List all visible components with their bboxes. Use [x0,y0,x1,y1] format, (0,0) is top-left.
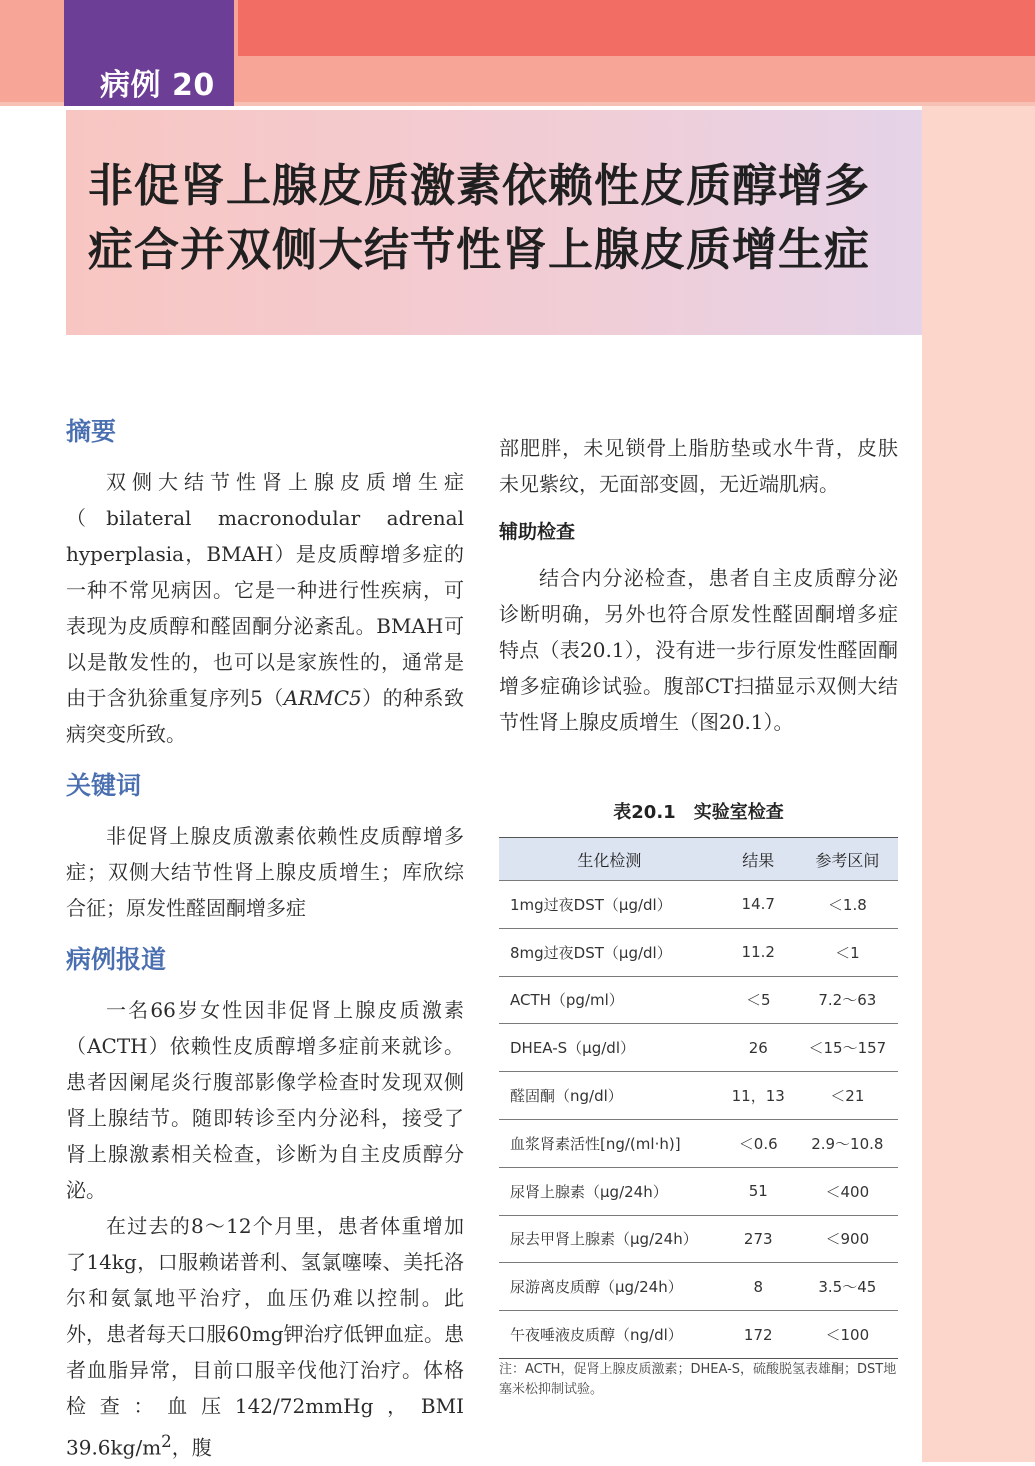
table-title: 表20.1 实验室检查 [613,802,784,823]
reference-range: ＜1.8 [797,881,898,929]
test-result: 14.7 [720,881,797,929]
table-row [499,881,898,929]
test-result: 26 [720,1024,797,1072]
table-footnote: 注：ACTH，促肾上腺皮质激素；DHEA-S，硫酸脱氢表雄酮；DST地塞米松抑制试验。 [499,1362,897,1397]
lab-results-table [499,837,898,1359]
abstract-paragraph [66,464,464,752]
test-result: 11.2 [720,928,797,976]
reference-range: ＜21 [797,1072,898,1120]
reference-range: ＜100 [797,1311,898,1359]
keywords-heading: 关键词 [66,771,142,800]
title-block [66,110,922,335]
case-report-continuation: 部肥胖，未见锁骨上脂肪垫或水牛背，皮肤未见紫纹，无面部变圆，无近端肌病。 [499,436,898,496]
abstract-heading: 摘要 [66,417,117,446]
page-side-strip [922,106,1035,1462]
test-name: DHEA-S（μg/dl） [499,1024,720,1072]
test-result: ＜0.6 [720,1119,797,1167]
table-row [499,1215,898,1263]
abstract-text-end: ）的种系致病突变所致。 [66,686,464,746]
test-name: 尿游离皮质醇（μg/24h） [499,1263,720,1311]
case-report-text: 在过去的8～12个月里，患者体重增加了14kg，口服赖诺普利、氢氯噻嗪、美托洛尔和氨氯地平治疗，血压仍难以控制。此外，患者每天口服60mg钾治疗低钾血症。患者血脂异常，目前口服辛伐他汀治疗。体格检查：血压142/72mmHg，BMI 39.6kg/m [66,1214,464,1460]
test-result: ＜5 [720,976,797,1024]
page-title [88,154,898,282]
test-result: 8 [720,1263,797,1311]
table-row [499,928,898,976]
header-band-accent [238,0,1035,56]
column-header: 生化检测 [499,838,720,881]
case-report-paragraph-1: 一名66岁女性因非促肾上腺皮质激素（ACTH）依赖性皮质醇增多症前来就诊。患者因阑尾炎行腹部影像学检查时发现双侧肾上腺结节。随即转诊至内分泌科，接受了肾上腺激素相关检查，诊断为自主皮质醇分泌。 [66,998,464,1202]
test-name: 午夜唾液皮质醇（ng/dl） [499,1311,720,1359]
superscript: 2 [161,1432,172,1451]
test-result: 51 [720,1167,797,1215]
test-result: 172 [720,1311,797,1359]
case-report-paragraph-2 [66,1208,464,1466]
table-row [499,1024,898,1072]
column-header: 参考区间 [797,838,898,881]
reference-range: ＜15～157 [797,1024,898,1072]
aux-exam-heading: 辅助检查 [499,521,576,543]
reference-range: 3.5～45 [797,1263,898,1311]
test-name: ACTH（pg/ml） [499,976,720,1024]
test-result: 11，13 [720,1072,797,1120]
test-name: 8mg过夜DST（μg/dl） [499,928,720,976]
reference-range: 7.2～63 [797,976,898,1024]
right-column [499,430,898,740]
test-name: 血浆肾素活性[ng/(ml·h)] [499,1119,720,1167]
abstract-text: 双侧大结节性肾上腺皮质增生症（bilateral macronodular adrenal hyperplasia，BMAH）是皮质醇增多症的一种不常见病因。它是一种进行性疾病，可表现为皮质醇和醛固酮分泌紊乱。BMAH可以是散发性的，也可以是家族性的，通常是由于含犰狳重复序列5（ [66,470,464,710]
table-row [499,1167,898,1215]
reference-range: ＜1 [797,928,898,976]
left-column [66,412,464,1466]
title-line-2: 症合并双侧大结节性肾上腺皮质增生症 [88,223,871,276]
test-name: 尿去甲肾上腺素（μg/24h） [499,1215,720,1263]
keywords-paragraph: 非促肾上腺皮质激素依赖性皮质醇增多症；双侧大结节性肾上腺皮质增生；库欣综合征；原发性醛固酮增多症 [66,824,464,920]
table-row [499,976,898,1024]
case-label: 病例 20 [100,68,215,103]
case-number-tab [64,0,234,106]
reference-range: ＜900 [797,1215,898,1263]
table-row [499,1072,898,1120]
test-name: 尿肾上腺素（μg/24h） [499,1167,720,1215]
table-row [499,1263,898,1311]
gene-name: ARMC5 [283,686,362,710]
test-name: 1mg过夜DST（μg/dl） [499,881,720,929]
test-name: 醛固酮（ng/dl） [499,1072,720,1120]
case-report-heading: 病例报道 [66,945,167,974]
aux-exam-paragraph: 结合内分泌检查，患者自主皮质醇分泌诊断明确，另外也符合原发性醛固酮增多症特点（表20.1），没有进一步行原发性醛固酮增多症确诊试验。腹部CT扫描显示双侧大结节性肾上腺皮质增生（图20.1）。 [499,566,898,734]
test-result: 273 [720,1215,797,1263]
table-row [499,1119,898,1167]
column-header: 结果 [720,838,797,881]
table-row [499,1311,898,1359]
reference-range: 2.9～10.8 [797,1119,898,1167]
reference-range: ＜400 [797,1167,898,1215]
case-report-text-end: ，腹 [171,1435,212,1460]
table-header-row [499,838,898,881]
title-line-1: 非促肾上腺皮质激素依赖性皮质醇增多 [88,159,871,212]
